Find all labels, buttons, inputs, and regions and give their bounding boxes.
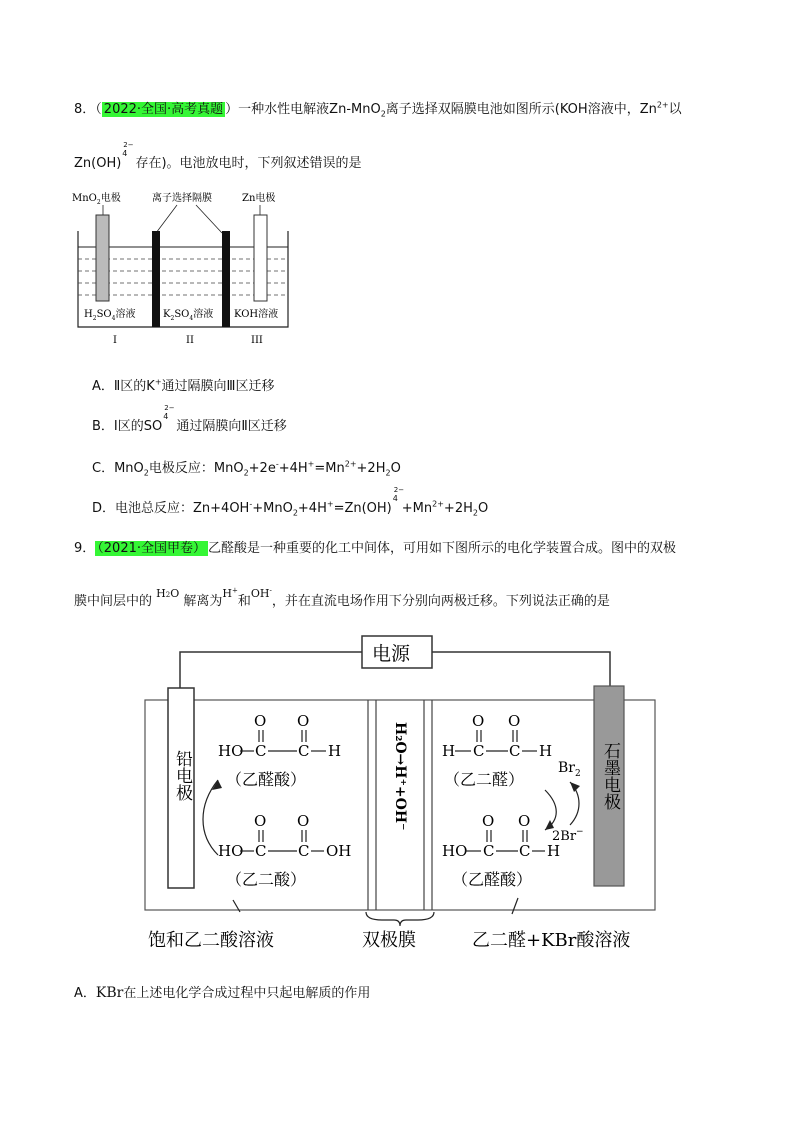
svg-text:H: H bbox=[328, 742, 342, 760]
svg-text:C: C bbox=[509, 742, 521, 760]
region-1-label: I bbox=[113, 335, 117, 345]
svg-text:O: O bbox=[297, 812, 310, 830]
lead-electrode-label: 铅电极 bbox=[172, 750, 192, 801]
svg-text:C: C bbox=[298, 842, 310, 860]
svg-text:O: O bbox=[254, 812, 267, 830]
battery-diagram bbox=[70, 185, 310, 345]
q9-number: 9． bbox=[74, 541, 96, 556]
svg-text:O: O bbox=[297, 712, 310, 730]
svg-text:C: C bbox=[483, 842, 495, 860]
svg-text:HO: HO bbox=[218, 742, 244, 760]
zn-electrode bbox=[254, 215, 267, 301]
right-glyoxylic-acid-label: （乙醛酸） bbox=[452, 870, 533, 889]
svg-text:O: O bbox=[482, 812, 495, 830]
svg-text:离子选择隔膜: 离子选择隔膜 bbox=[152, 193, 212, 204]
region-3-label: III bbox=[251, 335, 263, 345]
q8-option-c: C．MnO$_2$电极反应：$MnO_2+2e^-+4H^+=Mn^{2+}+2H_2O$ bbox=[92, 459, 401, 478]
q9-option-a: A．KBr在上述电化学合成过程中只起电解质的作用 bbox=[74, 985, 371, 1001]
svg-text:C: C bbox=[298, 742, 310, 760]
svg-text:HO: HO bbox=[218, 842, 244, 860]
region-2-label: II bbox=[186, 335, 194, 345]
svg-text:H: H bbox=[539, 742, 553, 760]
q9-source-tag: （2021·全国甲卷） bbox=[97, 541, 206, 556]
svg-text:C: C bbox=[255, 842, 267, 860]
mno2-electrode bbox=[96, 215, 109, 301]
membrane-left bbox=[152, 231, 160, 327]
right-glyoxal-label: （乙二醛） bbox=[444, 770, 525, 789]
svg-text:C: C bbox=[473, 742, 485, 760]
battery-labels bbox=[72, 191, 275, 206]
solution-2-label: $K_2SO_4$溶液 bbox=[163, 309, 214, 322]
left-oxalic-acid-label: （乙二酸） bbox=[226, 870, 307, 889]
q8-option-d: D．电池总反应：Zn+4OH-+MnO$_2$+4H+=Zn(OH) 2− 4 $+Mn^{2+}+2H_2O$ bbox=[92, 486, 489, 518]
q8-option-a: A．Ⅱ区的K+通过隔膜向Ⅲ区迁移 bbox=[92, 377, 275, 394]
membrane-bracket bbox=[366, 912, 434, 926]
svg-text:O: O bbox=[254, 712, 267, 730]
svg-text:O: O bbox=[518, 812, 531, 830]
electrochemical-cell-diagram bbox=[140, 630, 660, 960]
svg-text:H: H bbox=[442, 742, 456, 760]
q8-number: 8． bbox=[74, 102, 96, 117]
graphite-electrode-label: 石墨电极 bbox=[600, 742, 620, 810]
left-solution-label: 饱和乙二酸溶液 bbox=[148, 930, 274, 951]
power-source-label: 电源 bbox=[372, 643, 411, 665]
membrane-reaction: H₂O→H⁺+OH⁻ bbox=[392, 722, 408, 831]
bipolar-membrane-label: 双极膜 bbox=[362, 930, 416, 951]
svg-text:O: O bbox=[508, 712, 521, 730]
br-minus-label: 2Br− bbox=[552, 827, 584, 844]
svg-text:MnO2电极: MnO$_2$电极 bbox=[72, 193, 121, 206]
svg-text:HO: HO bbox=[442, 842, 468, 860]
q9-line1: 9． （2021·全国甲卷） 乙醛酸是一种重要的化工中间体，可用如下图所示的电化学装置合成。图中的双极 bbox=[74, 541, 677, 556]
svg-text:C: C bbox=[255, 742, 267, 760]
solution-3-label: KOH溶液 bbox=[234, 309, 279, 320]
right-solution-label: 乙二醛+KBr酸溶液 bbox=[472, 930, 631, 951]
svg-text:O: O bbox=[472, 712, 485, 730]
q8-line1: 8．（ 2022·全国·高考真题 ）一种水性电解液Zn-MnO$_2$离子选择双隔膜电池如图所示(KOH溶液中，$Zn^{2+}$以 bbox=[74, 100, 682, 119]
svg-text:H: H bbox=[547, 842, 561, 860]
br2-label: $Br_2$ bbox=[558, 760, 581, 779]
left-glyoxylic-acid-label: （乙醛酸） bbox=[226, 770, 307, 789]
q8-source-tag: 2022·全国·高考真题 bbox=[103, 102, 224, 117]
svg-text:Zn电极: Zn电极 bbox=[242, 193, 276, 204]
solution-1-label: $H_2SO_4$溶液 bbox=[84, 309, 136, 322]
q9-line2: 膜中间层中的 $^{H2O}$ 解离为$^{H^+}$和$^{OH^-}$，并在直流电场作用下分别向两极迁移。下列说法正确的是 bbox=[74, 586, 610, 609]
membrane-right bbox=[222, 231, 230, 327]
svg-text:OH: OH bbox=[326, 842, 352, 860]
q8-option-b: B．Ⅰ区的SO 2− 4 通过隔膜向Ⅱ区迁移 bbox=[92, 404, 287, 434]
q8-line2: Zn(OH) 2− 4 存在)。电池放电时，下列叙述错误的是 bbox=[74, 141, 362, 171]
svg-text:C: C bbox=[519, 842, 531, 860]
